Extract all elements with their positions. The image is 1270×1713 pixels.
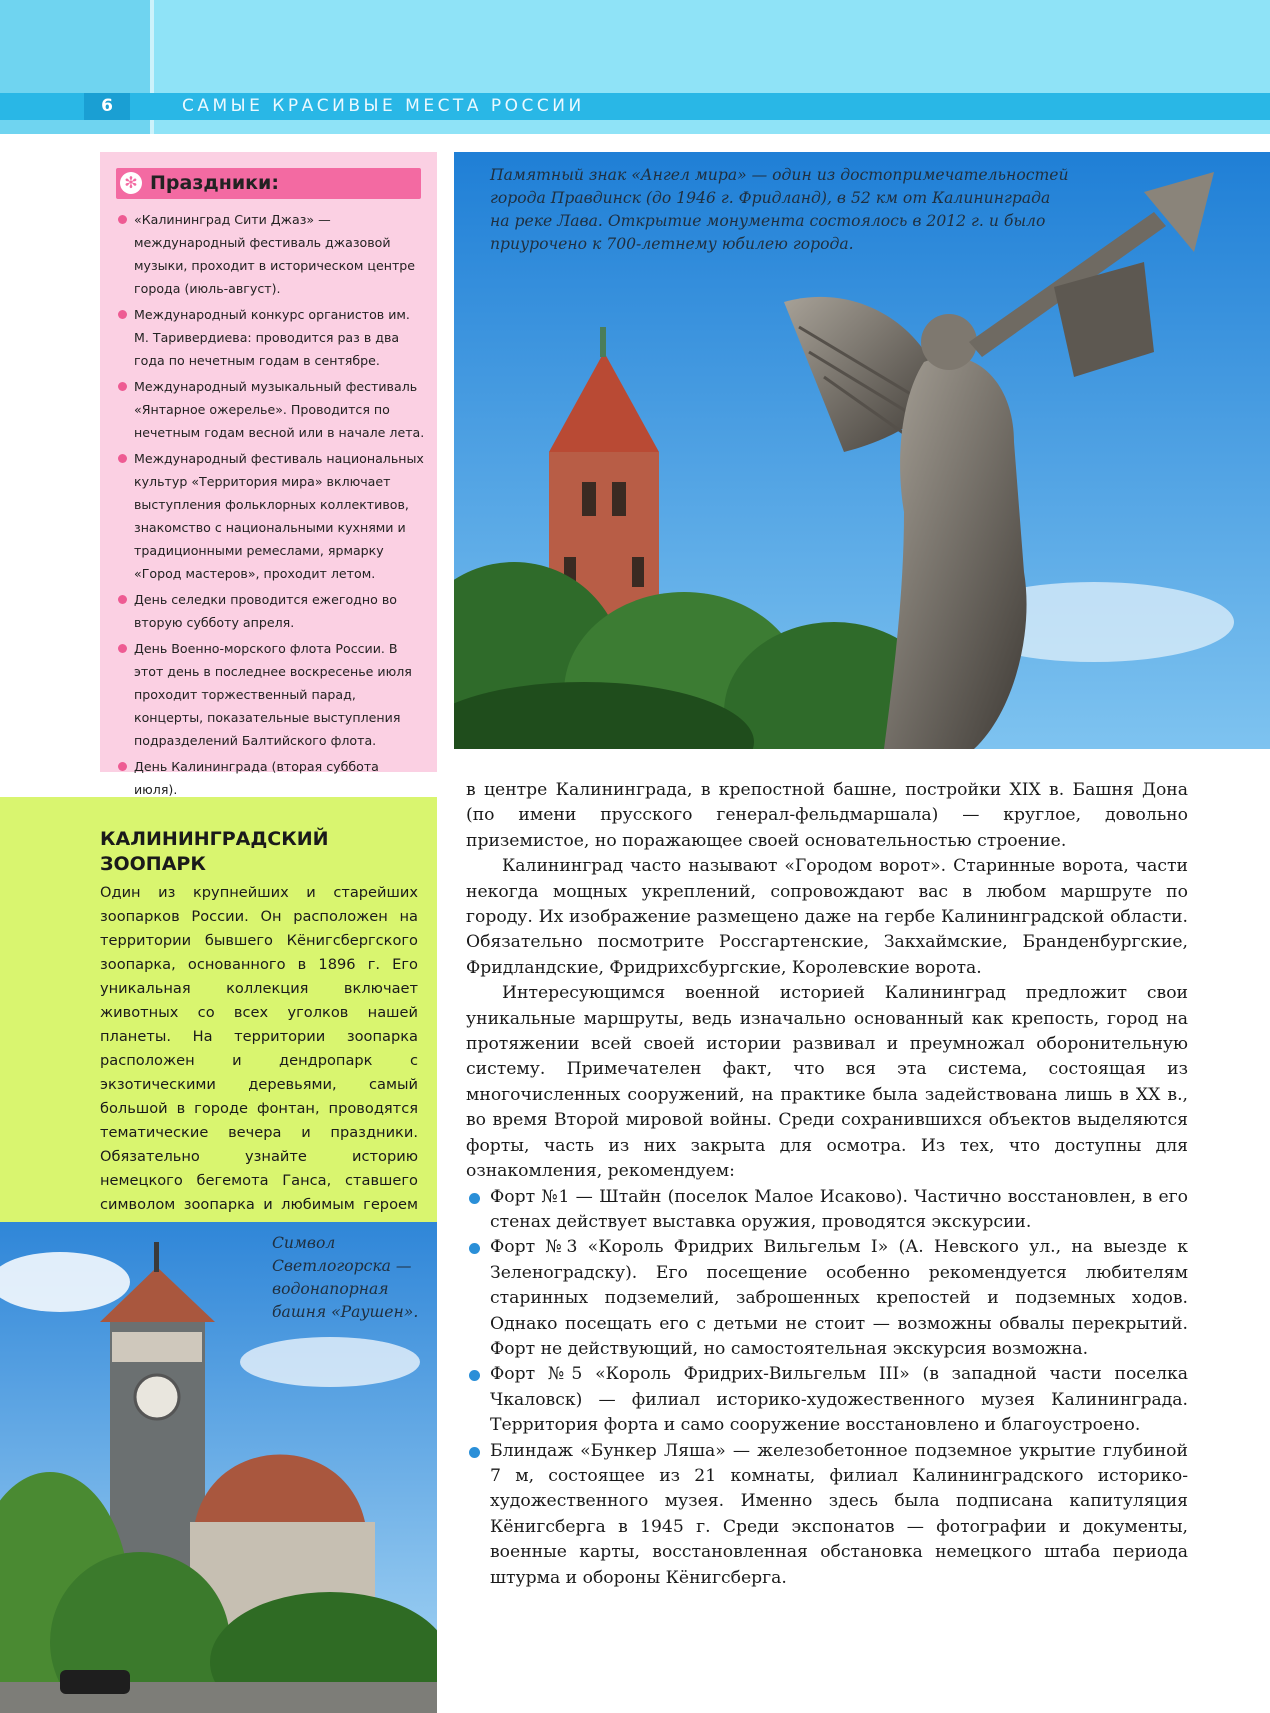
- holiday-item: Международный фестиваль национальных культур «Территория мира» включает выступления фольклорных коллективов, знакомство с национальными кухнями и традиционными ремеслами, ярмарку «Город мастеров», проходит летом.: [116, 447, 426, 585]
- fort-item: Форт №5 «Король Фридрих-Вильгельм III» (в западной части поселка Чкаловск) — филиал историко-художественного музея Калининграда. Территория форта и само сооружение восстановлено и благоустроено.: [466, 1362, 1188, 1438]
- zoo-box: [0, 797, 437, 1222]
- main-article: [466, 778, 1188, 1591]
- page-number: 6: [84, 93, 130, 120]
- fort-item: Форт №1 — Штайн (поселок Малое Исаково). Частично восстановлен, в его стенах действует выставка оружия, проводятся экскурсии.: [466, 1185, 1188, 1236]
- article-paragraph: в центре Калининграда, в крепостной башне, постройки XIX в. Башня Дона (по имени прусского генерал-фельдмаршала) — круглое, довольно приземистое, но поражающее своей основательностью строение.: [466, 780, 1188, 851]
- holiday-item: Международный конкурс органистов им. М. Таривердиева: проводится раз в два года по нечетным годам в сентябре.: [116, 303, 426, 372]
- holiday-item: День Военно-морского флота России. В этот день в последнее воскресенье июля проходит торжественный парад, концерты, показательные выступления подразделений Балтийского флота.: [116, 637, 426, 752]
- zoo-text: Один из крупнейших и старейших зоопарков России. Он расположен на территории бывшего Кёнигсбергского зоопарка, основанного в 1896 г. Его уникальная коллекция включает животных со всех уголков нашей планеты. На территории зоопарка расположен и дендропарк с экзотическими деревьями, самый большой в городе фонтан, проводятся тематические вечера и праздники. Обязательно узнайте историю немецкого бегемота Ганса, ставшего символом зоопарка и любимым героем: [100, 884, 418, 1213]
- holiday-item: Международный музыкальный фестиваль «Янтарное ожерелье». Проводится по нечетным годам весной или в начале лета.: [116, 375, 426, 444]
- zoo-title: КАЛИНИНГРАДСКИЙ ЗООПАРК: [100, 828, 329, 875]
- snowflake-icon: ✻: [120, 172, 142, 194]
- article-paragraph: Калининград часто называют «Городом ворот». Старинные ворота, части некогда мощных укреплений, сопровождают вас в любом маршруте по городу. Их изображение размещено даже на гербе Калининградской области. Обязательно посмотрите Россгартенские, Закхаймские, Бранденбургские, Фридландские, Фридрихсбургские, Королевские ворота.: [466, 856, 1188, 978]
- holiday-item: «Калининград Сити Джаз» — международный фестиваль джазовой музыки, проходит в историческом центре города (июль-август).: [116, 208, 426, 300]
- angel-caption: Памятный знак «Ангел мира» — один из достопримечательностей города Правдинск (до 1946 г. Фридланд), в 52 км от Калининграда на реке Лава. Открытие монумента состоялось в 2012 г. и было приурочено к 700-летнему юбилею города.: [490, 166, 1069, 253]
- tower-caption: Символ Светлогорска — водонапорная башня «Раушен».: [272, 1234, 419, 1321]
- holidays-list: [116, 208, 426, 804]
- forts-list: [466, 1185, 1188, 1592]
- article-paragraph: Интересующимся военной историей Калининград предложит свои уникальные маршруты, ведь изначально основанный как крепость, город на протяжении всей своей истории развивал и преумножал оборонительную систему. Примечателен факт, что вся эта система, состоящая из многочисленных сооружений, на практике была задействована лишь в XX в., во время Второй мировой войны. Среди сохранившихся объектов выделяются форты, часть из них закрыта для осмотра. Из тех, что доступны для ознакомления, рекомендуем:: [466, 983, 1188, 1182]
- holidays-title: Праздники:: [150, 172, 279, 194]
- section-title: САМЫЕ КРАСИВЫЕ МЕСТА РОССИИ: [182, 96, 585, 116]
- holidays-box: [100, 152, 437, 797]
- holiday-item: День селедки проводится ежегодно во вторую субботу апреля.: [116, 588, 426, 634]
- holiday-item: День Калининграда (вторая суббота июля).: [116, 755, 426, 801]
- fort-item: Блиндаж «Бункер Ляша» — железобетонное подземное укрытие глубиной 7 м, состоящее из 21 комнаты, филиал Калининградского историко-художественного музея. Именно здесь была подписана капитуляция Кёнигсберга в 1945 г. Среди экспонатов — фотографии и документы, военные карты, восстановленная обстановка немецкого штаба периода штурма и обороны Кёнигсберга.: [466, 1439, 1188, 1591]
- holidays-heading: [116, 168, 421, 199]
- page-header: [0, 0, 1270, 134]
- fort-item: Форт №3 «Король Фридрих Вильгельм I» (А. Невского ул., на выезде к Зеленоградску). Его посещение особенно рекомендуется любителям старинных подземелий, заброшенных крепостей и подземных ходов. Однако посещать его с детьми не стоит — возможны обвалы перекрытий. Форт не действующий, но самостоятельная экскурсия возможна.: [466, 1235, 1188, 1362]
